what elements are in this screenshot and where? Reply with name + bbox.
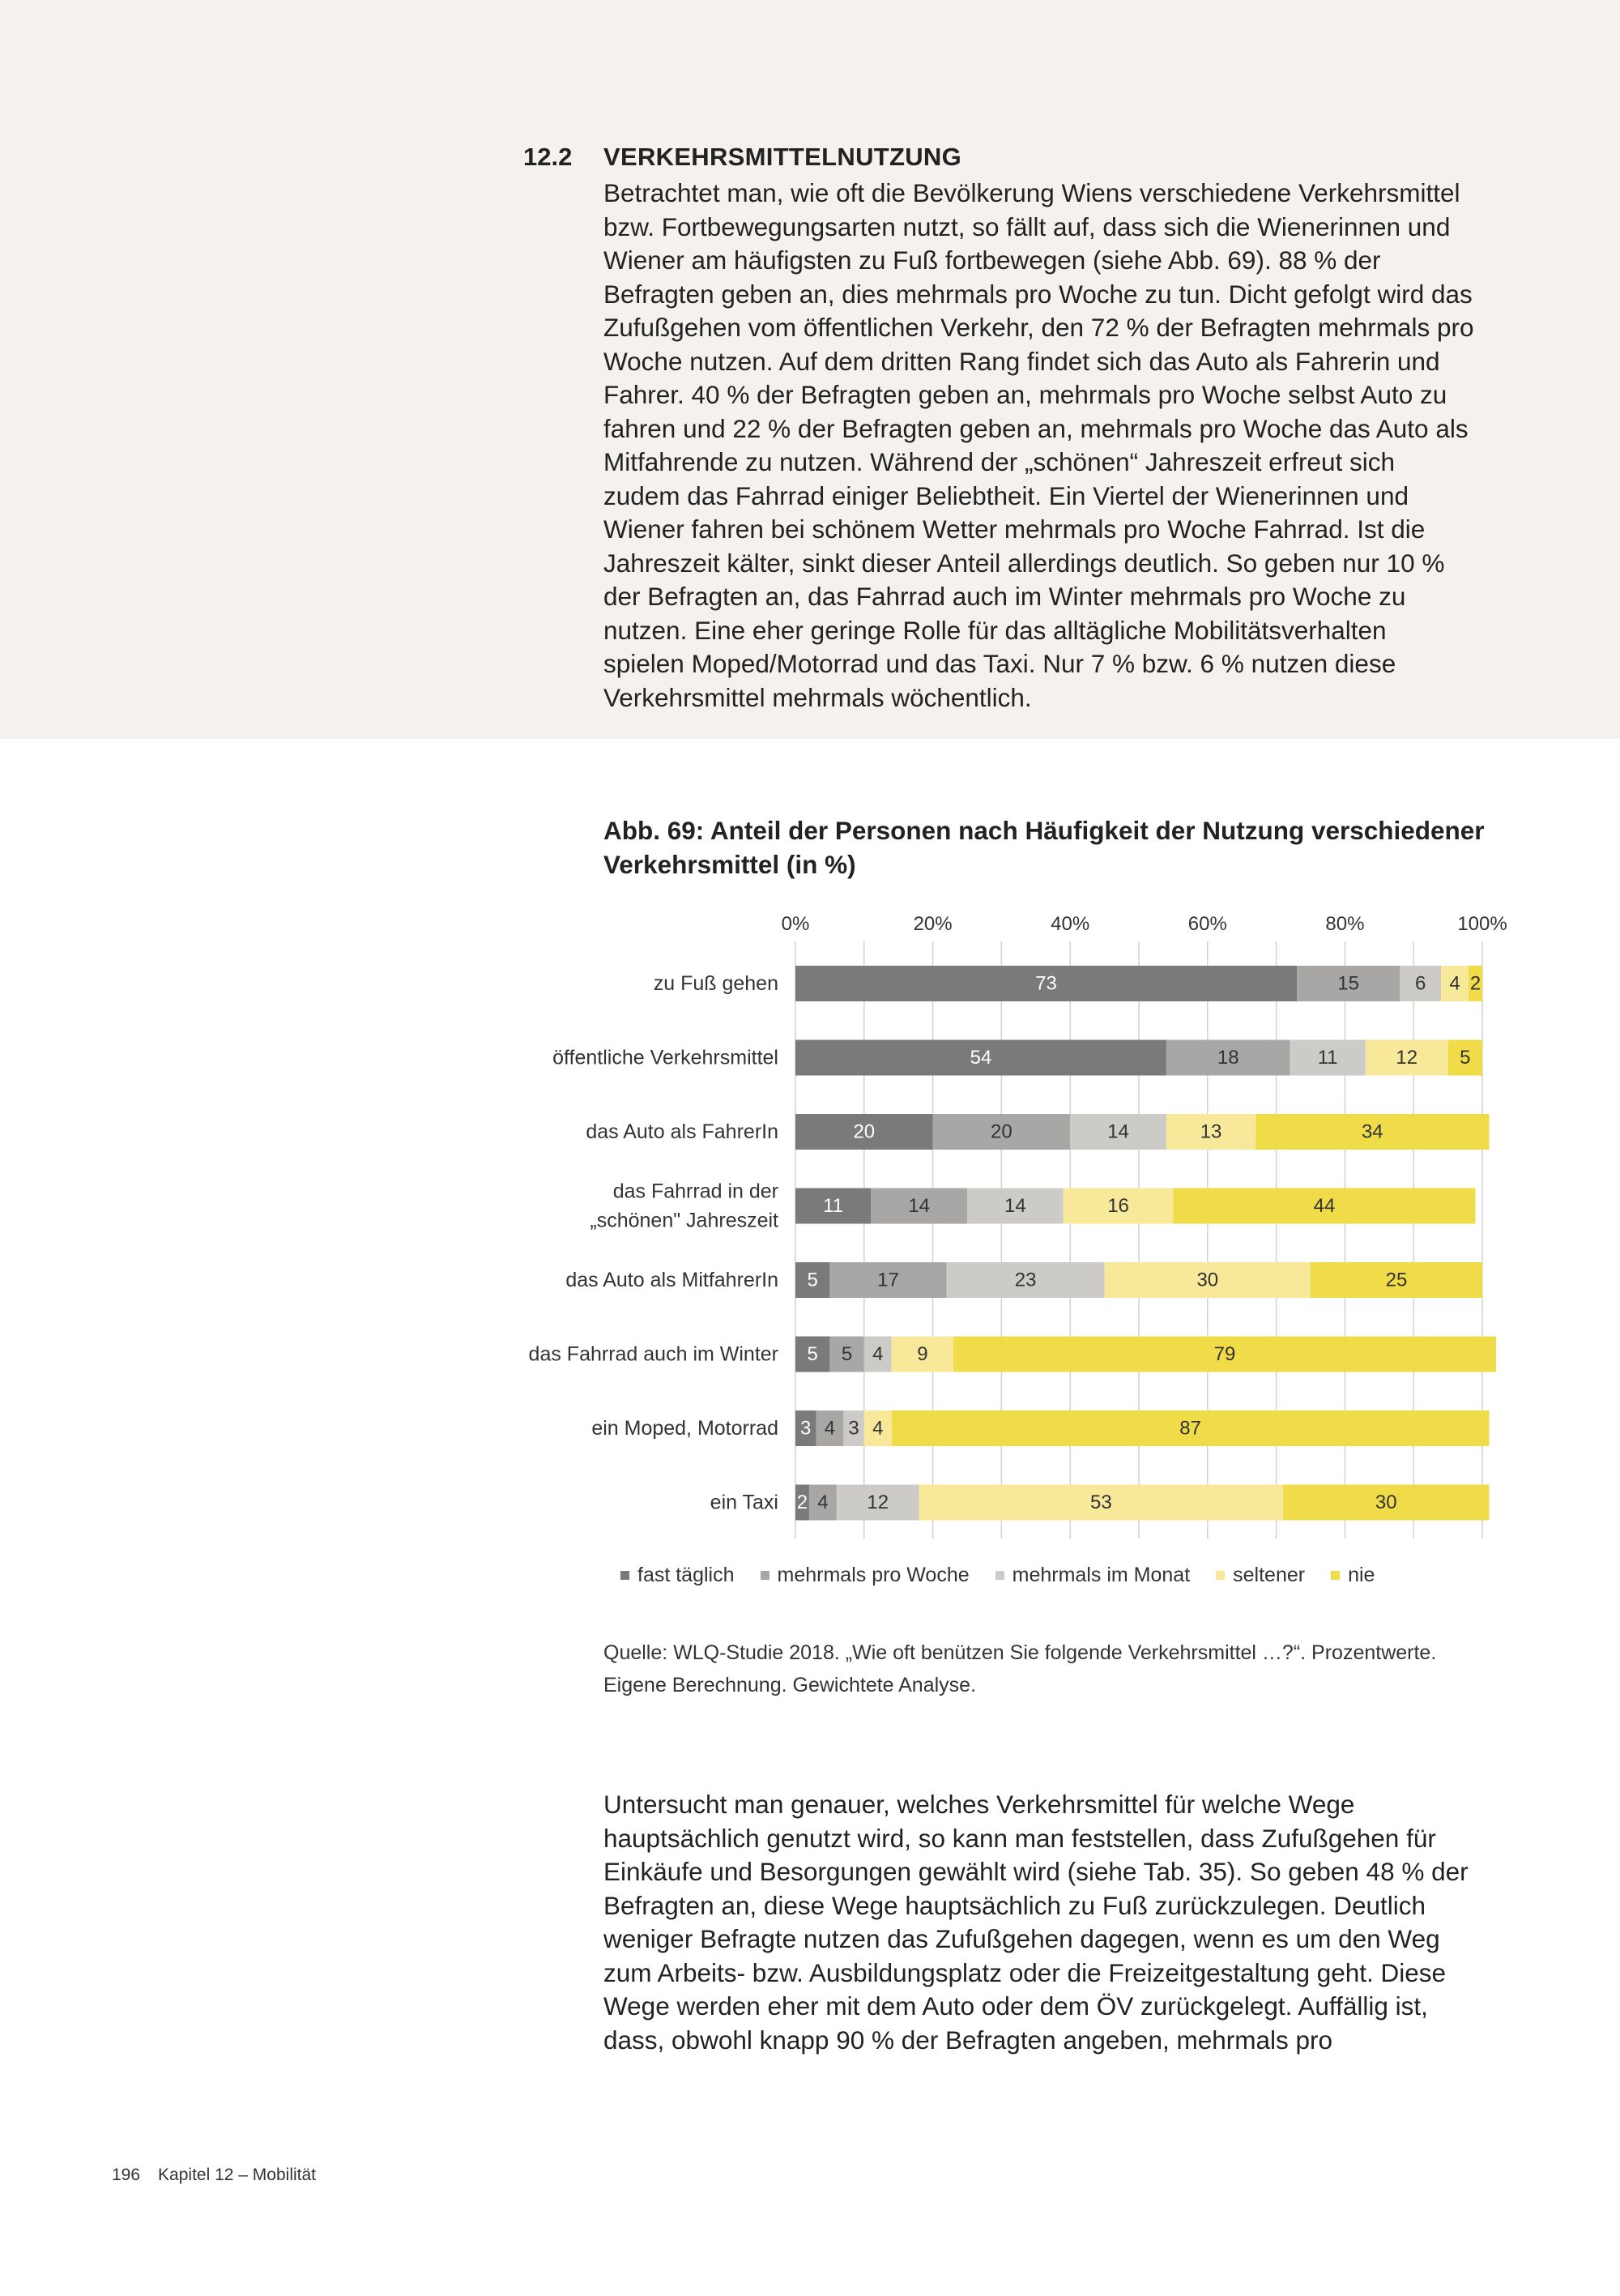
data-label: 25	[1385, 1269, 1408, 1291]
legend-item	[620, 1564, 735, 1587]
category-label: ein Moped, Motorrad	[591, 1417, 778, 1440]
legend-swatch	[761, 1571, 770, 1580]
data-label: 20	[853, 1120, 876, 1143]
x-tick-label: 60%	[1187, 913, 1227, 935]
figure-source-note: Quelle: WLQ-Studie 2018. „Wie oft benützen Sie folgende Verkehrsmittel …?“. Prozentwerte. Eigene Berechnung. Gewichtete Analyse.	[603, 1641, 1437, 1696]
stacked-bar-chart	[454, 901, 1523, 1549]
category-label: das Fahrrad auch im Winter	[528, 1342, 778, 1366]
legend-swatch	[1216, 1571, 1225, 1580]
data-label: 23	[1014, 1269, 1037, 1291]
figure-title: Abb. 69: Anteil der Personen nach Häufigkeit der Nutzung verschiedener Verkehrsmittel (in %)	[603, 816, 1485, 879]
data-label: 53	[1090, 1492, 1112, 1513]
category-label-line: „schönen" Jahreszeit	[590, 1209, 778, 1232]
data-label: 30	[1375, 1492, 1397, 1513]
data-label: 73	[1035, 972, 1057, 995]
legend-item	[995, 1564, 1191, 1587]
legend-swatch	[995, 1571, 1004, 1580]
data-label: 4	[872, 1343, 884, 1365]
data-label: 6	[1415, 972, 1426, 995]
category-label: das Auto als MitfahrerIn	[565, 1269, 778, 1291]
legend-label: seltener	[1233, 1564, 1306, 1586]
category-label: zu Fuß gehen	[653, 972, 778, 995]
data-label: 87	[1179, 1417, 1201, 1440]
legend-label: fast täglich	[637, 1564, 735, 1586]
category-label: ein Taxi	[710, 1491, 778, 1514]
legend-item	[1216, 1564, 1305, 1587]
data-label: 3	[848, 1417, 859, 1440]
legend-label: nie	[1348, 1564, 1375, 1586]
data-label: 14	[908, 1195, 930, 1217]
data-label: 14	[1107, 1120, 1129, 1143]
data-label: 11	[1317, 1047, 1338, 1069]
page-number: 196	[112, 2166, 141, 2184]
data-label: 2	[796, 1492, 808, 1513]
data-label: 13	[1200, 1120, 1222, 1143]
x-tick-label: 0%	[781, 913, 810, 935]
category-label: das Auto als FahrerIn	[586, 1120, 778, 1143]
x-tick-label: 20%	[913, 913, 953, 935]
section-number: 12.2	[523, 143, 573, 171]
data-label: 12	[1396, 1047, 1418, 1069]
data-label: 4	[872, 1417, 884, 1440]
data-label: 4	[824, 1417, 836, 1440]
body-paragraph: Untersucht man genauer, welches Verkehrsmittel für welche Wege hauptsächlich genutzt wird, so kann man feststellen, dass Zufußgehen für Einkäufe und Besorgungen gewählt wird (siehe Tab. 35). So geben 48 % der Befragten an, diese Wege hauptsächlich zu Fuß zurückzulegen. Deutlich weniger Befragte nutzen das Zufußgehen dagegen, wenn es um den Weg zum Arbeits- bzw. Ausbildungsplatz oder die Freizeitgestaltung geht. Diese Wege werden eher mit dem Auto oder dem ÖV zurückgelegt. Auffällig ist, dass, obwohl knapp 90 % der Befragten angeben, mehrmals pro	[603, 1790, 1469, 2055]
legend-swatch	[1331, 1571, 1340, 1580]
data-label: 14	[1004, 1195, 1026, 1217]
data-label: 2	[1469, 972, 1481, 995]
data-label: 54	[970, 1047, 992, 1069]
data-label: 79	[1213, 1343, 1236, 1365]
section-title: VERKEHRSMITTELNUTZUNG	[603, 143, 962, 171]
x-tick-label: 40%	[1051, 913, 1090, 935]
data-label: 3	[800, 1417, 812, 1440]
data-label: 20	[991, 1120, 1013, 1143]
legend-item	[761, 1564, 970, 1587]
data-label: 5	[841, 1343, 853, 1365]
data-label: 17	[877, 1269, 899, 1291]
data-label: 44	[1313, 1195, 1336, 1217]
data-label: 5	[807, 1343, 818, 1365]
legend-swatch	[620, 1571, 629, 1580]
data-label: 9	[917, 1343, 928, 1365]
category-label-line: das Fahrrad in der	[612, 1180, 778, 1203]
x-tick-label: 100%	[1457, 913, 1507, 935]
chart-legend	[620, 1564, 1375, 1587]
data-label: 34	[1361, 1120, 1383, 1143]
data-label: 4	[817, 1492, 829, 1513]
data-label: 18	[1217, 1047, 1239, 1069]
category-label	[590, 1180, 778, 1232]
x-tick-label: 80%	[1325, 913, 1365, 935]
page-footer	[112, 2166, 316, 2185]
intro-paragraph: Betrachtet man, wie oft die Bevölkerung Wiens verschiedene Verkehrsmittel bzw. Fortbewegungsarten nutzt, so fällt auf, dass sich die Wienerinnen und Wiener am häufigsten zu Fuß fortbewegen (siehe Abb. 69). 88 % der Befragten geben an, dies mehrmals pro Woche zu tun. Dicht gefolgt wird das Zufußgehen vom öffentlichen Verkehr, den 72 % der Befragten mehrmals pro Woche nutzen. Auf dem dritten Rang findet sich das Auto als Fahrerin und Fahrer. 40 % der Befragten geben an, mehrmals pro Woche selbst Auto zu fahren und 22 % der Befragten geben an, mehrmals pro Woche das Auto als Mitfahrende zu nutzen. Während der „schönen“ Jahreszeit erfreut sich zudem das Fahrrad einiger Beliebtheit. Ein Viertel der Wienerinnen und Wiener fahren bei schönem Wetter mehrmals pro Woche Fahrrad. Ist die Jahreszeit kälter, sinkt dieser Anteil allerdings deutlich. So geben nur 10 % der Befragten an, das Fahrrad auch im Winter mehrmals pro Woche zu nutzen. Eine eher geringe Rolle für das alltägliche Mobilitätsverhalten spielen Moped/Motorrad und das Taxi. Nur 7 % bzw. 6 % nutzen diese Verkehrsmittel mehrmals wöchentlich.	[603, 178, 1474, 712]
data-label: 5	[1460, 1047, 1471, 1069]
legend-label: mehrmals pro Woche	[777, 1564, 970, 1586]
data-label: 4	[1449, 972, 1460, 995]
chapter-label: Kapitel 12 – Mobilität	[158, 2166, 316, 2184]
data-label: 5	[807, 1269, 818, 1291]
legend-item	[1331, 1564, 1375, 1587]
data-label: 12	[867, 1492, 889, 1513]
data-label: 11	[823, 1195, 844, 1217]
data-label: 16	[1107, 1195, 1129, 1217]
legend-label: mehrmals im Monat	[1012, 1564, 1191, 1586]
data-label: 30	[1196, 1269, 1219, 1291]
category-label: öffentliche Verkehrsmittel	[552, 1046, 778, 1069]
data-label: 15	[1337, 972, 1359, 995]
